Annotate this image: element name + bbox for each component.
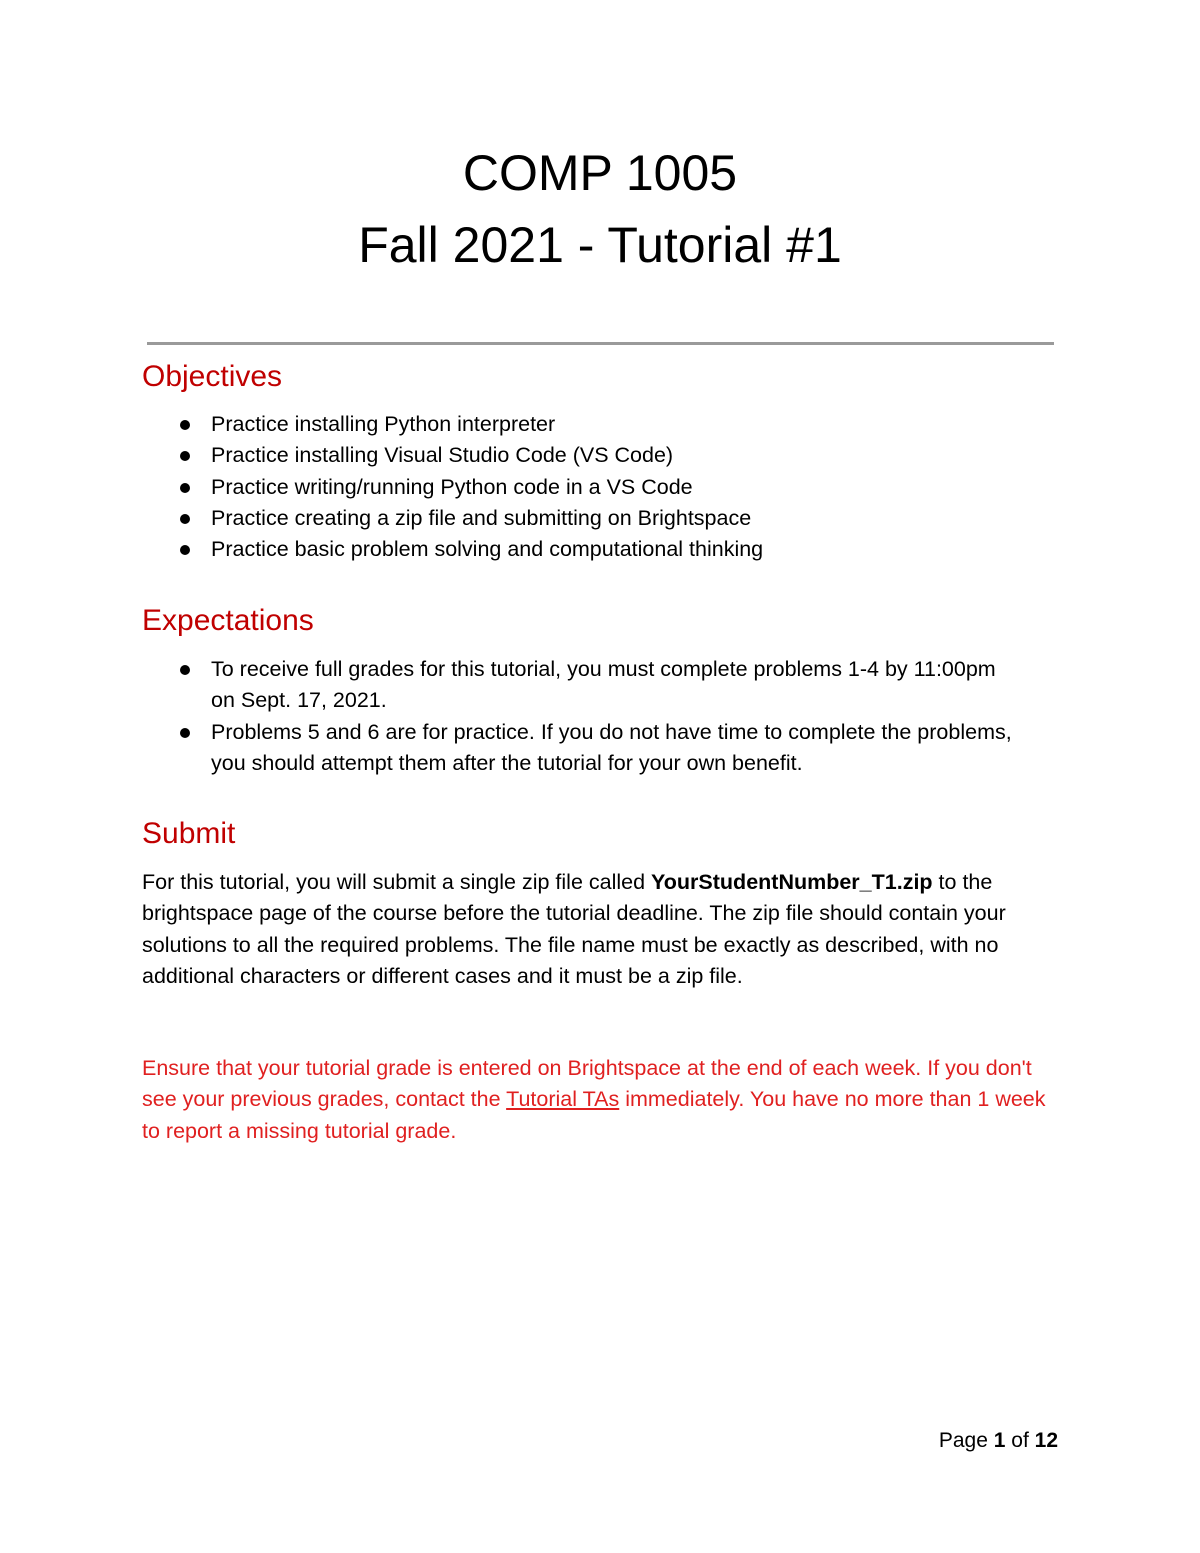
list-item-text: Practice creating a zip file and submitting on Brightspace — [211, 505, 752, 530]
objectives-list — [182, 409, 1012, 565]
list-item-text: Practice installing Python interpreter — [211, 412, 556, 436]
list-item-text: To receive full grades for this tutorial, you must complete problems 1-4 by 11:00pm on Sept. 17, 2021. — [211, 657, 996, 713]
bullet-icon — [180, 665, 190, 675]
course-title: COMP 1005 — [462, 145, 738, 201]
list-item-text: Practice installing Visual Studio Code (VS Code) — [211, 443, 674, 468]
page-current: 1 — [993, 1429, 1006, 1452]
grade-warning-paragraph — [142, 1053, 1057, 1147]
bullet-icon — [180, 728, 190, 738]
submit-paragraph — [142, 867, 1057, 992]
bullet-icon — [180, 420, 190, 430]
list-item — [182, 534, 1012, 565]
page-number — [939, 1426, 1058, 1456]
page-total: 12 — [1034, 1429, 1058, 1452]
list-item — [182, 472, 1012, 503]
submit-heading: Submit — [142, 817, 236, 850]
warning-text-after: immediately. You have no more than 1 week to report a missing tutorial grade. — [142, 1087, 1046, 1143]
list-item — [182, 409, 1012, 440]
bullet-icon — [180, 483, 190, 493]
bullet-icon — [180, 514, 190, 524]
list-item-text: Problems 5 and 6 are for practice. If you do not have time to complete the problems, you should attempt them after the tutorial for your own benefit. — [211, 719, 1012, 775]
tutorial-tas-link[interactable]: Tutorial TAs — [506, 1087, 620, 1112]
submit-text-before: For this tutorial, you will submit a single zip file called — [142, 870, 652, 894]
list-item — [182, 717, 1012, 780]
objectives-heading: Objectives — [142, 360, 283, 393]
list-item-text: Practice basic problem solving and computational thinking — [211, 537, 764, 562]
list-item-text: Practice writing/running Python code in a VS Code — [211, 474, 693, 499]
warning-text-before: Ensure that your tutorial grade is entered on Brightspace at the end of each week. If you don't see your previous grades, contact the — [142, 1056, 1032, 1112]
list-item — [182, 503, 1012, 534]
submit-filename: YourStudentNumber_T1.zip — [651, 870, 933, 894]
tutorial-subtitle: Fall 2021 - Tutorial #1 — [358, 217, 842, 273]
horizontal-divider — [147, 342, 1054, 345]
bullet-icon — [180, 451, 190, 461]
list-item — [182, 440, 1012, 471]
expectations-heading: Expectations — [142, 604, 314, 637]
submit-text-after: to the brightspace page of the course before the tutorial deadline. The zip file should contain your solutions to all the required problems. The file name must be exactly as described, with no additional characters or different cases and it must be a zip file. — [142, 870, 1006, 988]
expectations-list — [182, 654, 1012, 779]
page-label: Page — [938, 1429, 994, 1452]
bullet-icon — [180, 545, 190, 555]
list-item — [182, 654, 1012, 717]
page-of: of — [1005, 1429, 1035, 1452]
